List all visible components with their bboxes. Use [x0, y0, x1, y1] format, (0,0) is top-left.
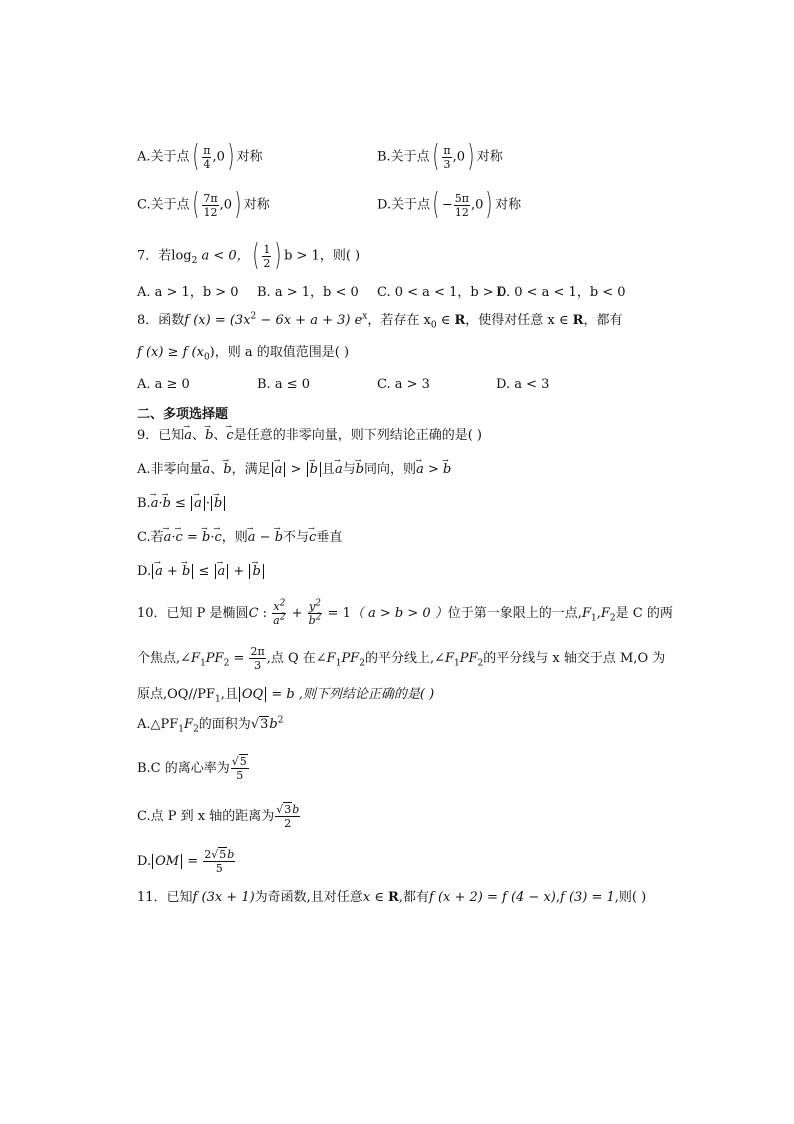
- option-text: 且: [321, 462, 335, 477]
- numerator: π: [203, 143, 211, 157]
- fraction: [202, 144, 211, 171]
- inequality: f (x) ≥ f (x: [137, 345, 204, 360]
- left-paren: (: [251, 238, 260, 273]
- option-text: D. 0 < a < 1，b < 0: [496, 285, 626, 300]
- gt-sign: >: [286, 462, 306, 477]
- abs-b: [307, 462, 321, 477]
- separator: 、: [192, 428, 206, 443]
- radicand: 3: [260, 717, 269, 732]
- le-sign: ≤: [170, 496, 191, 511]
- right-paren: ): [485, 187, 493, 222]
- numerator: 2π: [250, 645, 265, 658]
- q10-line3-pre: 原点,OQ//PF: [137, 687, 215, 702]
- fraction: [202, 192, 218, 219]
- abs-a: [191, 496, 205, 511]
- section-title: 二、多项选择题: [137, 407, 229, 422]
- sqrt: √3: [276, 803, 292, 816]
- var-a: a: [273, 614, 280, 627]
- option-label: B.: [137, 496, 151, 511]
- q10-stem-line3: 原点$,OQ//PF_1$,且 OQ = b ,则下列结论正确的是( ): [137, 687, 435, 705]
- q8-stem-line2: [137, 343, 349, 363]
- function-expr-rest: − 6x + a + 3) e: [256, 313, 363, 328]
- vector-b: → b: [356, 460, 364, 480]
- gt-sign: >: [423, 462, 443, 477]
- right-paren: ): [467, 139, 475, 174]
- radicand: 5: [239, 755, 247, 768]
- q11-mid1: 为奇函数,且对任意: [254, 890, 363, 905]
- q11-mid2: ,都有: [398, 890, 429, 905]
- q11-stem-pre: 11．已知: [137, 890, 193, 905]
- abs-om: OM: [152, 854, 182, 869]
- eq-sign: =: [183, 854, 203, 869]
- denominator: 5: [236, 769, 244, 782]
- option-text: 不与: [283, 530, 310, 545]
- option-text: 同向，则: [364, 462, 417, 477]
- function-expr: f (3x + 1): [192, 890, 255, 905]
- q6-option-c[interactable]: [137, 187, 270, 222]
- q9-stem-post: 是任意的非零向量，则下列结论正确的是( ): [233, 428, 482, 443]
- vector-a: → a: [218, 564, 226, 579]
- abs-oq: OQ: [239, 687, 266, 702]
- fraction-half: [262, 243, 271, 270]
- q6-option-b[interactable]: [377, 139, 503, 174]
- radicand: 3: [284, 803, 292, 816]
- real-set: R: [572, 313, 584, 328]
- option-label: A.非零向量: [137, 462, 203, 477]
- vector-c: → c: [309, 528, 316, 548]
- q10-stem-line2: 个焦点$,\angle F_1PF_2$ = $\frac{2\pi}{3}$ ,点 Q 在$\angle F_1PF_2$的平分线上$,\angle F_1PF_2$的平分线与 x 轴交于点 M,O 为: [137, 645, 666, 672]
- vector-a: → a: [335, 460, 343, 480]
- focus-2: F: [600, 606, 610, 621]
- pf: PF: [341, 651, 360, 666]
- sqrt: √3: [250, 717, 269, 732]
- superscript: 2: [277, 715, 284, 726]
- q7-option-b[interactable]: [257, 283, 359, 303]
- focus-1: F: [326, 651, 336, 666]
- option-label: C.点 P 到 x 轴的距离为: [137, 809, 275, 824]
- log: log: [171, 248, 192, 264]
- q7-option-d[interactable]: [496, 283, 626, 303]
- var-b: b: [308, 614, 316, 627]
- denominator: 2: [284, 817, 292, 830]
- q10-line2-mid: ,点 Q 在∠: [266, 651, 327, 666]
- separator: ,: [555, 890, 560, 905]
- q10-stem-line1: 10．已知 P 是椭圆C : $\frac{x^2}{a^2}$ + $\frac{y^2}{b^2}$ = 1（ a > b > 0 ）位于第一象限上的一点$,F_1,F_2$是 C 的两: [137, 598, 673, 627]
- q8-stem-post: ，若存在 x: [367, 313, 431, 328]
- q8-stem-line1: [137, 311, 622, 331]
- vector-b: → b: [443, 460, 451, 480]
- eq-one: = 1: [323, 606, 351, 621]
- option-text: ，满足: [231, 462, 271, 477]
- var-b: b: [292, 803, 300, 816]
- numerator: 1: [263, 242, 271, 256]
- pf: PF: [205, 651, 224, 666]
- vector-a: → a: [184, 426, 192, 446]
- option-label: B.关于点: [377, 149, 430, 165]
- coord-tail: ,0: [470, 197, 484, 213]
- minus-sign: −: [255, 530, 275, 545]
- dot-sign: ·: [205, 496, 210, 511]
- ellipse-name: C: [248, 606, 259, 621]
- vector-c: → c: [176, 528, 183, 548]
- numerator: 5π: [454, 191, 469, 205]
- right-paren: ): [234, 187, 242, 222]
- q8-stem-end: ，使得对任意 x ∈: [465, 313, 573, 328]
- option-text: 与: [342, 462, 356, 477]
- abs-a: [215, 564, 229, 579]
- denominator: 5: [215, 862, 223, 875]
- real-set: R: [454, 313, 466, 328]
- left-paren: (: [191, 187, 199, 222]
- left-paren: (: [432, 187, 440, 222]
- pf: PF: [459, 651, 478, 666]
- q8-option-a[interactable]: [137, 375, 190, 395]
- function-expr: f (x) = (3x: [184, 313, 251, 328]
- q10-option-d[interactable]: [137, 848, 236, 875]
- option-label: A.关于点: [137, 149, 190, 165]
- q10-stem-end: 是 C 的两: [615, 606, 673, 621]
- focus-2: F: [184, 717, 194, 732]
- left-paren: (: [432, 139, 440, 174]
- fraction: [454, 192, 470, 219]
- numerator: 7π: [203, 191, 218, 205]
- q10-option-a[interactable]: $A.\triangle PF_1F_2$的面积为$√3b^2$: [137, 715, 284, 735]
- vector-a: → a: [194, 496, 202, 511]
- denominator: 3: [443, 157, 451, 171]
- option-label: A.△PF: [137, 717, 179, 732]
- option-text: 的面积为: [198, 717, 251, 732]
- denominator: 12: [454, 205, 469, 219]
- vector-b: → b: [205, 426, 213, 446]
- function-eq: f (x + 2) = f (4 − x): [429, 890, 556, 905]
- vector-c: → c: [226, 426, 233, 446]
- radicand: 5: [219, 848, 227, 861]
- var-b: b: [227, 848, 235, 861]
- q10-stem-post: 位于第一象限上的一点,: [447, 606, 582, 621]
- q9-option-c[interactable]: [137, 528, 342, 548]
- abs-b: [211, 496, 225, 511]
- eq-sign: =: [229, 651, 249, 666]
- q11-stem: [137, 888, 646, 908]
- q10-stem-pre: 10．已知 P 是椭圆: [137, 606, 249, 621]
- numerator: π: [443, 143, 451, 157]
- right-paren: ): [274, 238, 282, 273]
- option-text: 对称: [243, 197, 270, 213]
- option-text: C. a > 3: [377, 377, 430, 392]
- q8-stem-post2: )，则 a 的取值范围是( ): [209, 345, 350, 360]
- abs-a: [272, 462, 286, 477]
- vector-b: → b: [182, 564, 190, 579]
- coord-tail: ,0: [212, 149, 225, 165]
- subscript: 0: [203, 352, 210, 363]
- left-paren: (: [191, 139, 199, 174]
- coefficient: 2: [204, 848, 212, 861]
- vector-b: → b: [163, 494, 171, 514]
- q8-stem-pre: 8．函数: [137, 313, 185, 328]
- fraction-x: [272, 600, 286, 627]
- q9-stem-pre: 9．已知: [137, 428, 185, 443]
- q8-stem-end2: ，都有: [583, 313, 623, 328]
- option-text: A. a ≥ 0: [137, 377, 190, 392]
- q9-stem: [137, 426, 482, 446]
- vector-a: → a: [416, 460, 424, 480]
- log-arg: a < 0，: [197, 248, 250, 264]
- option-label: B.C 的离心率为: [137, 761, 230, 776]
- vector-a: → a: [155, 564, 163, 579]
- option-text: C. 0 < a < 1，b > 0: [377, 285, 507, 300]
- vector-a: → a: [203, 460, 211, 480]
- real-set: R: [388, 890, 399, 905]
- denominator: $a^2$: [273, 612, 286, 627]
- coord-tail: ,0: [452, 149, 466, 165]
- q9-option-b[interactable]: [137, 494, 226, 514]
- q10-line3-mid: ,且: [220, 687, 238, 702]
- vector-b: → b: [310, 462, 318, 477]
- option-label: C.关于点: [137, 197, 190, 213]
- q10-option-c[interactable]: [137, 803, 301, 830]
- fraction-om: [203, 848, 235, 875]
- plus-sign: +: [287, 606, 307, 621]
- subscript: 0: [430, 320, 437, 331]
- vector-b: → b: [202, 528, 210, 548]
- eq-sign: =: [182, 530, 202, 545]
- q7-option-a[interactable]: [137, 283, 239, 303]
- minus-sign: −: [441, 197, 453, 213]
- vector-b: → b: [214, 496, 222, 511]
- condition: （ a > b > 0 ）: [350, 606, 448, 621]
- q6-option-a[interactable]: [137, 139, 263, 174]
- dot-sign: ·: [171, 530, 176, 545]
- log-base: 2: [191, 256, 198, 267]
- numerator: $y^2$: [309, 598, 321, 613]
- q8-option-d[interactable]: [496, 375, 549, 395]
- q8-in: ∈: [436, 313, 455, 328]
- numerator: [203, 848, 235, 862]
- denominator: 4: [203, 157, 211, 171]
- vector-b: → b: [275, 528, 283, 548]
- option-text: D. a < 3: [496, 377, 550, 392]
- numerator: $x^2$: [273, 598, 286, 613]
- q8-option-b[interactable]: [257, 375, 310, 395]
- vector-a: → a: [275, 462, 283, 477]
- x-in: x ∈: [362, 890, 389, 905]
- vector-a: → a: [248, 528, 256, 548]
- vector-a: → a: [164, 528, 172, 548]
- denominator: 12: [203, 205, 218, 219]
- fraction-eccentricity: [231, 755, 249, 782]
- var-x: x: [273, 600, 280, 613]
- q7-option-c[interactable]: [377, 283, 506, 303]
- vector-b: → b: [252, 564, 260, 579]
- numerator: [231, 755, 249, 769]
- q10-line3-post: = b ,则下列结论正确的是( ): [267, 687, 435, 702]
- option-text: 对称: [236, 149, 263, 165]
- focus-1: F: [444, 651, 455, 666]
- q10-line2-mid2: 的平分线上,∠: [364, 651, 445, 666]
- fraction-y: [308, 600, 323, 627]
- abs-sum: [152, 564, 193, 579]
- vector-c: → c: [214, 528, 221, 548]
- option-text: ，则: [221, 530, 248, 545]
- q10-line2-end: 的平分线与 x 轴交于点 M,O 为: [483, 651, 666, 666]
- denominator: 2: [263, 256, 271, 270]
- plus-sign: +: [229, 564, 249, 579]
- q7-stem: [137, 238, 361, 273]
- option-text: 垂直: [316, 530, 343, 545]
- q7-stem-pre: 7．若: [137, 248, 172, 264]
- option-text: B. a > 1，b < 0: [257, 285, 359, 300]
- option-label: D.关于点: [377, 197, 431, 213]
- dot-sign: ·: [158, 496, 163, 511]
- dot-sign: ·: [210, 530, 215, 545]
- colon: :: [258, 606, 272, 621]
- vector-b: → b: [223, 460, 231, 480]
- separator: 、: [210, 462, 224, 477]
- vector-a: → a: [151, 494, 159, 514]
- numerator: [275, 803, 300, 817]
- q6-option-d[interactable]: [377, 187, 522, 222]
- q11-post: ,则( ): [614, 890, 647, 905]
- q9-option-a[interactable]: [137, 460, 451, 480]
- q7-stem-mid: b > 1，则( ): [284, 248, 361, 264]
- option-text: A. a > 1，b > 0: [137, 285, 239, 300]
- option-text: 对称: [476, 149, 503, 165]
- sqrt: √5: [231, 755, 247, 768]
- function-value: f (3) = 1: [560, 890, 615, 905]
- q10-line2-pre: 个焦点,∠: [137, 651, 192, 666]
- q8-option-c[interactable]: [377, 375, 430, 395]
- coord-tail: ,0: [219, 197, 232, 213]
- exponent: x: [362, 311, 368, 322]
- var-b: b: [269, 717, 278, 732]
- focus-1: F: [581, 606, 591, 621]
- q10-option-b[interactable]: [137, 755, 250, 782]
- fraction: [442, 144, 451, 171]
- option-label: D.: [137, 564, 152, 579]
- option-label: D.: [137, 854, 152, 869]
- option-text: 对称: [495, 197, 522, 213]
- separator: 、: [213, 428, 227, 443]
- denominator: $b^2$: [308, 612, 322, 627]
- denominator: 3: [254, 659, 262, 672]
- right-paren: ): [227, 139, 235, 174]
- fraction-distance: [275, 803, 300, 830]
- abs-b: [249, 564, 263, 579]
- superscript: 2: [250, 311, 257, 322]
- plus-sign: +: [162, 564, 183, 579]
- option-text: B. a ≤ 0: [257, 377, 310, 392]
- sqrt: √5: [211, 848, 227, 861]
- focus-1: F: [191, 651, 201, 666]
- le-sign: ≤: [194, 564, 214, 579]
- var-y: y: [309, 600, 316, 613]
- fraction-angle: [249, 645, 265, 672]
- q9-option-d[interactable]: [137, 562, 265, 582]
- option-label: C.若: [137, 530, 164, 545]
